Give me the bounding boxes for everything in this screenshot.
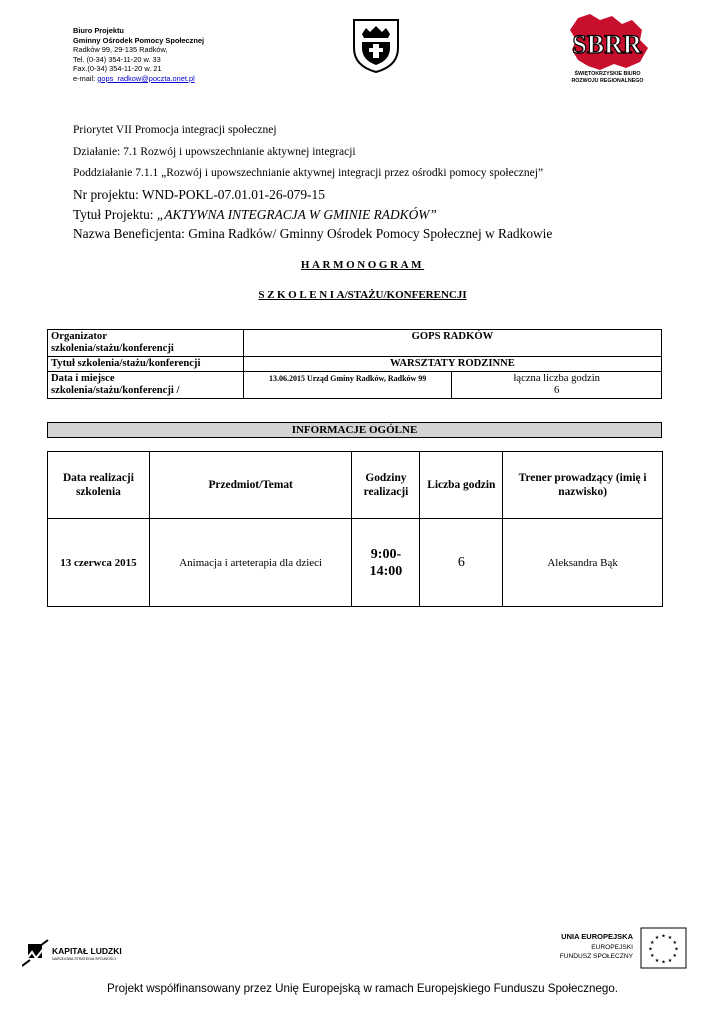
eu-star-icon: ★ <box>649 940 655 946</box>
institution-name: Gminny Ośrodek Pomocy Społecznej <box>73 35 205 45</box>
eu-star-icon: ★ <box>654 957 660 964</box>
col-hours-header: Godziny realizacji <box>352 452 420 519</box>
date-label: Data i miejsce szkolenia/stażu/konferencji / <box>48 372 244 399</box>
schedule-header-row <box>48 452 663 519</box>
eu-star-icon: ★ <box>648 946 653 953</box>
title-value: WARSZTATY RODZINNE <box>243 357 661 372</box>
eu-star-icon: ★ <box>667 957 673 964</box>
schedule-table <box>47 451 663 607</box>
total-hours-label: łączna liczba godzin <box>513 373 600 384</box>
kl-title: KAPITAŁ LUDZKI <box>52 946 122 956</box>
col-topic-header: Przedmiot/Temat <box>149 452 352 519</box>
email-line <box>73 74 204 84</box>
eu-star-icon: ★ <box>672 953 678 959</box>
sbrr-wordmark: SBRR <box>572 30 642 59</box>
project-title-value: „AKTYWNA INTEGRACJA W GMINIE RADKÓW” <box>156 207 437 222</box>
title-row <box>48 357 662 372</box>
project-title <box>73 207 437 223</box>
general-info-bar: INFORMACJE OGÓLNE <box>47 422 662 438</box>
email-label: e-mail: <box>73 73 96 83</box>
training-details-table <box>47 329 662 399</box>
office-name: Biuro Projektu <box>73 26 124 35</box>
organizer-row <box>48 330 662 357</box>
col-count-header: Liczba godzin <box>420 452 503 519</box>
row-topic: Animacja i arteterapia dla dzieci <box>149 519 352 607</box>
row-count: 6 <box>420 519 503 607</box>
row-date: 13 czerwca 2015 <box>48 519 150 607</box>
email-link[interactable]: gops_radkow@poczta.onet.pl <box>97 73 195 83</box>
footer-note: Projekt współfinansowany przez Unię Europejską w ramach Europejskiego Funduszu Społecznego. <box>106 982 619 995</box>
project-title-label: Tytuł Projektu: <box>73 207 157 222</box>
eu-star-icon: ★ <box>649 953 655 959</box>
subtitle-rest: A/STAŻU/KONFERENCJI <box>336 289 467 301</box>
total-hours-cell <box>452 372 662 399</box>
kapital-ludzki-logo <box>22 936 137 970</box>
col-trainer-header: Trener prowadzący (imię i nazwisko) <box>503 452 663 519</box>
eu-logo <box>520 925 690 970</box>
ue-line-1: UNIA EUROPEJSKA <box>561 932 633 941</box>
eu-star-icon: ★ <box>672 940 678 946</box>
letterhead <box>73 26 204 84</box>
row-hours: 9:00- 14:00 <box>352 519 420 607</box>
action-line: Działanie: 7.1 Rozwój i upowszechnianie aktywnej integracji <box>73 146 356 158</box>
sbrr-line-1: ŚWIĘTOKRZYSKIE BIURO <box>574 71 641 77</box>
ue-line-2: EUROPEJSKI <box>591 944 633 951</box>
document-title: HARMONOGRAM <box>300 259 425 271</box>
col-date-header: Data realizacji szkolenia <box>48 452 150 519</box>
subaction-line: Poddziałanie 7.1.1 „Rozwój i upowszechnianie aktywnej integracji przez ośrodki pomocy społecznej” <box>73 167 544 179</box>
organizer-value: GOPS RADKÓW <box>243 330 661 357</box>
date-row <box>48 372 662 399</box>
eu-star-icon: ★ <box>674 946 679 953</box>
eu-star-icon: ★ <box>661 959 666 966</box>
address: Radków 99, 29-135 Radków, <box>73 45 168 55</box>
eu-star-icon: ★ <box>661 933 666 940</box>
organizer-label: Organizator szkolenia/stażu/konferencji <box>48 330 244 357</box>
phone: Tel. (0-34) 354-11-20 w. 33 <box>73 54 161 64</box>
kl-subtitle: NARODOWA STRATEGIA SPÓJNOŚCI <box>52 957 116 961</box>
eu-star-icon: ★ <box>667 935 673 942</box>
total-hours-value: 6 <box>554 385 560 396</box>
ue-line-3: FUNDUSZ SPOŁECZNY <box>559 953 633 960</box>
subtitle-spaced: SZKOLENI <box>258 289 337 301</box>
project-number: Nr projektu: WND-POKL-07.01.01-26-079-15 <box>73 187 325 202</box>
coat-of-arms-icon <box>352 18 400 74</box>
date-place-value: 13.06.2015 Urząd Gminy Radków, Radków 99 <box>243 372 452 399</box>
table-row <box>48 519 663 607</box>
priority-line: Priorytet VII Promocja integracji społecznej <box>73 124 277 136</box>
fax: Fax.(0-34) 354-11-20 w. 21 <box>73 64 162 74</box>
beneficiary-line: Nazwa Beneficjenta: Gmina Radków/ Gminny Ośrodek Pomocy Społecznej w Radkowie <box>73 226 553 241</box>
eu-star-icon: ★ <box>654 935 660 942</box>
row-trainer: Aleksandra Bąk <box>503 519 663 607</box>
document-subtitle <box>0 289 725 301</box>
sbrr-line-2: ROZWOJU REGIONALNEGO <box>571 78 644 84</box>
title-label: Tytuł szkolenia/stażu/konferencji <box>48 357 244 372</box>
